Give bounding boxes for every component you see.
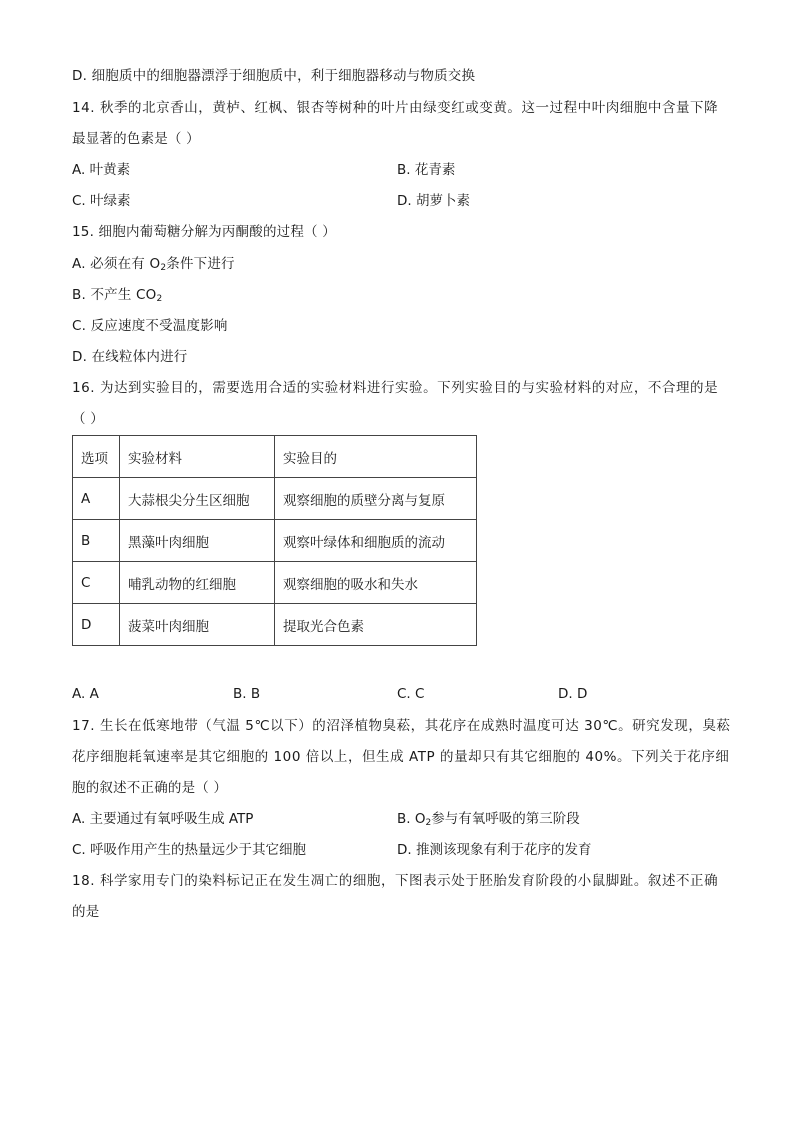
q16-option-c: C. C (397, 686, 425, 702)
q17-option-d: D. 推测该现象有利于花序的发育 (397, 842, 592, 858)
q13-option-d: D. 细胞质中的细胞器漂浮于细胞质中，利于细胞器移动与物质交换 (72, 68, 476, 84)
table-cell: 哺乳动物的红细胞 (120, 562, 275, 604)
table-header-cell: 实验目的 (275, 436, 477, 478)
q17-option-b-text-post: 参与有氧呼吸的第三阶段 (431, 811, 580, 827)
q14-stem-line2: 最显著的色素是（ ） (72, 131, 200, 147)
table-cell: 观察叶绿体和细胞质的流动 (275, 520, 477, 562)
q17-option-c: C. 呼吸作用产生的热量远少于其它细胞 (72, 842, 307, 858)
q17-option-b (397, 809, 580, 829)
q18-stem-line2: 的是 (72, 904, 100, 920)
table-cell: 提取光合色素 (275, 604, 477, 646)
q14-option-c: C. 叶绿素 (72, 193, 131, 209)
q14-option-b: B. 花青素 (397, 162, 456, 178)
q14-option-a: A. 叶黄素 (72, 162, 131, 178)
q15-stem: 15. 细胞内葡萄糖分解为丙酮酸的过程（ ） (72, 224, 336, 240)
q15-option-a (72, 254, 235, 274)
q14-option-d: D. 胡萝卜素 (397, 193, 470, 209)
q15-option-b-subscript: 2 (156, 294, 163, 304)
q15-option-a-text-post: 条件下进行 (166, 256, 235, 272)
q17-option-b-text-pre: B. O (397, 811, 426, 827)
q16-stem-line2: （ ） (72, 411, 104, 427)
q15-option-a-subscript: 2 (160, 263, 167, 273)
q17-option-b-subscript: 2 (425, 818, 432, 828)
table-header-cell: 选项 (73, 436, 120, 478)
q16-option-a: A. A (72, 686, 99, 702)
q17-stem-line2: 花序细胞耗氧速率是其它细胞的 100 倍以上，但生成 ATP 的量却只有其它细胞的 40%。下列关于花序细 (72, 749, 730, 765)
table-cell: C (73, 562, 120, 604)
q15-option-c: C. 反应速度不受温度影响 (72, 318, 228, 334)
table-cell: 观察细胞的质壁分离与复原 (275, 478, 477, 520)
table-cell: 菠菜叶肉细胞 (120, 604, 275, 646)
table-header-cell: 实验材料 (120, 436, 275, 478)
table-cell: B (73, 520, 120, 562)
q16-stem-line1: 16. 为达到实验目的，需要选用合适的实验材料进行实验。下列实验目的与实验材料的对应，不合理的是 (72, 380, 719, 396)
table-cell: 黑藻叶肉细胞 (120, 520, 275, 562)
q18-stem-line1: 18. 科学家用专门的染料标记正在发生凋亡的细胞，下图表示处于胚胎发育阶段的小鼠脚趾。叙述不正确 (72, 873, 719, 889)
q16-option-d: D. D (558, 686, 588, 702)
table-row (73, 478, 477, 520)
table-row (73, 562, 477, 604)
q17-stem-line3: 胞的叙述不正确的是（ ） (72, 780, 228, 796)
q16-option-b: B. B (233, 686, 261, 702)
q17-option-a: A. 主要通过有氧呼吸生成 ATP (72, 811, 254, 827)
table-row (73, 520, 477, 562)
q15-option-a-text-pre: A. 必须在有 O (72, 256, 161, 272)
experiment-table (72, 435, 477, 646)
q17-stem-line1: 17. 生长在低寒地带（气温 5℃以下）的沼泽植物臭菘，其花序在成熟时温度可达 30℃。研究发现，臭菘 (72, 718, 731, 734)
q14-stem-line1: 14. 秋季的北京香山，黄栌、红枫、银杏等树种的叶片由绿变红或变黄。这一过程中叶肉细胞中含量下降 (72, 100, 719, 116)
q15-option-d: D. 在线粒体内进行 (72, 349, 188, 365)
table-cell: A (73, 478, 120, 520)
table-header-row (73, 436, 477, 478)
q15-option-b-text: B. 不产生 CO (72, 287, 157, 303)
table-cell: 大蒜根尖分生区细胞 (120, 478, 275, 520)
table-cell: D (73, 604, 120, 646)
q15-option-b (72, 285, 162, 305)
table-row (73, 604, 477, 646)
table-cell: 观察细胞的吸水和失水 (275, 562, 477, 604)
